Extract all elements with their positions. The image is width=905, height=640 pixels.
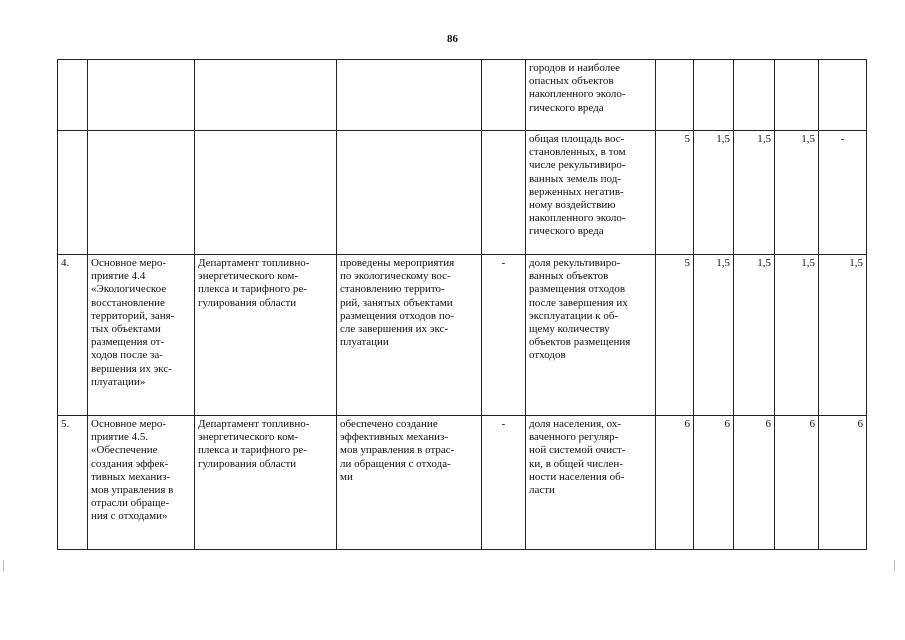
text-line: становленных, в том xyxy=(529,146,626,159)
text-line: ласти xyxy=(529,484,555,497)
cell-index: 5. xyxy=(58,416,88,550)
cell-value: 5 xyxy=(656,131,694,255)
cell-value: 6 xyxy=(656,416,694,550)
cell-event xyxy=(88,131,195,255)
cell-value xyxy=(656,60,694,131)
text-line: ки, в общей числен- xyxy=(529,457,623,470)
margin-mark-right: ___ xyxy=(893,560,903,571)
text-line: ми xyxy=(340,470,353,483)
text-line: приятие 4.5. xyxy=(91,431,149,444)
cell-value xyxy=(734,60,775,131)
cell-value xyxy=(694,60,734,131)
cell-value: 1,5 xyxy=(694,255,734,416)
text-line: размещения отходов по- xyxy=(340,309,454,322)
cell-executor xyxy=(195,255,337,416)
text-line: энергетического ком- xyxy=(198,431,298,444)
text-line: ному воздействию xyxy=(529,199,616,212)
text-line: отрасли обраще- xyxy=(91,497,170,510)
text-line: восстановление xyxy=(91,296,165,309)
cell-col5: - xyxy=(482,416,526,550)
table-row xyxy=(58,416,867,550)
text-line: ности населения об- xyxy=(529,470,625,483)
text-line: ванных земель под- xyxy=(529,172,622,185)
text-line: ваченного регуляр- xyxy=(529,431,619,444)
cell-col5: - xyxy=(482,255,526,416)
text-line: щему количеству xyxy=(529,323,610,336)
text-line: плуатации» xyxy=(91,375,146,388)
text-line: ходов после за- xyxy=(91,349,163,362)
cell-value: 6 xyxy=(734,416,775,550)
text-line: накопленного эколо- xyxy=(529,88,626,101)
text-line: гического вреда xyxy=(529,225,604,238)
text-line: создания эффек- xyxy=(91,457,169,470)
text-line: мов управления в xyxy=(91,484,174,497)
cell-value: 1,5 xyxy=(775,255,819,416)
text-line: тивных механиз- xyxy=(91,470,171,483)
text-line: сле завершения их экс- xyxy=(340,323,449,336)
cell-value: 1,5 xyxy=(775,131,819,255)
page-number: 86 xyxy=(447,33,458,45)
cell-index xyxy=(58,131,88,255)
text-line: городов и наиболее xyxy=(529,62,620,74)
cell-event xyxy=(88,416,195,550)
table-row xyxy=(58,60,867,131)
cell-indicator xyxy=(526,131,656,255)
text-line: энергетического ком- xyxy=(198,270,298,283)
cell-value: 5 xyxy=(656,255,694,416)
text-line: Департамент топливно- xyxy=(198,257,310,269)
text-line: накопленного эколо- xyxy=(529,212,626,225)
program-table xyxy=(57,59,867,550)
cell-result xyxy=(337,131,482,255)
table-row xyxy=(58,255,867,416)
text-line: мов управления в отрас- xyxy=(340,444,455,457)
text-line: верженных негатив- xyxy=(529,185,624,198)
text-line: плекса и тарифного ре- xyxy=(198,444,307,457)
text-line: доля населения, ох- xyxy=(529,418,622,430)
cell-executor xyxy=(195,416,337,550)
text-line: территорий, заня- xyxy=(91,309,175,322)
text-line: «Обеспечение xyxy=(91,444,158,457)
text-line: по экологическому вос- xyxy=(340,270,451,283)
text-line: ли обращения с отхода- xyxy=(340,457,451,470)
cell-event xyxy=(88,255,195,416)
cell-index: 4. xyxy=(58,255,88,416)
text-line: вершения их экс- xyxy=(91,362,172,375)
cell-indicator xyxy=(526,416,656,550)
text-line: Основное меро- xyxy=(91,257,167,269)
text-line: плуатации xyxy=(340,336,389,349)
text-line: отходов xyxy=(529,349,566,362)
text-line: опасных объектов xyxy=(529,75,614,88)
cell-result xyxy=(337,60,482,131)
text-line: проведены мероприятия xyxy=(340,257,455,269)
cell-value: 6 xyxy=(775,416,819,550)
cell-value: 1,5 xyxy=(734,131,775,255)
text-line: после завершения их xyxy=(529,296,628,309)
text-line: ния с отходами» xyxy=(91,510,168,523)
cell-result xyxy=(337,416,482,550)
text-line: Департамент топливно- xyxy=(198,418,310,430)
text-line: гулирования области xyxy=(198,296,297,309)
text-line: общая площадь вос- xyxy=(529,133,625,145)
cell-value: 1,5 xyxy=(734,255,775,416)
text-line: рий, занятых объектами xyxy=(340,296,453,309)
text-line: эффективных механиз- xyxy=(340,431,449,444)
text-line: доля рекультивиро- xyxy=(529,257,621,269)
text-line: размещения от- xyxy=(91,336,165,349)
cell-col5 xyxy=(482,60,526,131)
text-line: приятие 4.4 xyxy=(91,270,146,283)
text-line: обеспечено создание xyxy=(340,418,438,430)
text-line: ной системой очист- xyxy=(529,444,626,457)
cell-value xyxy=(819,60,867,131)
cell-value: 1,5 xyxy=(694,131,734,255)
text-line: Основное меро- xyxy=(91,418,167,430)
cell-col5 xyxy=(482,131,526,255)
text-line: числе рекультивиро- xyxy=(529,159,626,172)
text-line: гического вреда xyxy=(529,101,604,114)
text-line: эксплуатации к об- xyxy=(529,309,619,322)
cell-value: 6 xyxy=(819,416,867,550)
table-row xyxy=(58,131,867,255)
text-line: «Экологическое xyxy=(91,283,167,296)
margin-mark-left: ___ xyxy=(2,560,12,571)
text-line: тых объектами xyxy=(91,323,161,336)
cell-value: 1,5 xyxy=(819,255,867,416)
cell-index xyxy=(58,60,88,131)
cell-event xyxy=(88,60,195,131)
text-line: объектов размещения xyxy=(529,336,631,349)
text-line: плекса и тарифного ре- xyxy=(198,283,307,296)
text-line: размещения отходов xyxy=(529,283,626,296)
cell-indicator xyxy=(526,255,656,416)
cell-value: 6 xyxy=(694,416,734,550)
cell-value xyxy=(775,60,819,131)
cell-result xyxy=(337,255,482,416)
cell-value: - xyxy=(819,131,867,255)
cell-indicator xyxy=(526,60,656,131)
text-line: становлению террито- xyxy=(340,283,445,296)
text-line: ванных объектов xyxy=(529,270,609,283)
text-line: гулирования области xyxy=(198,457,297,470)
cell-executor xyxy=(195,131,337,255)
cell-executor xyxy=(195,60,337,131)
